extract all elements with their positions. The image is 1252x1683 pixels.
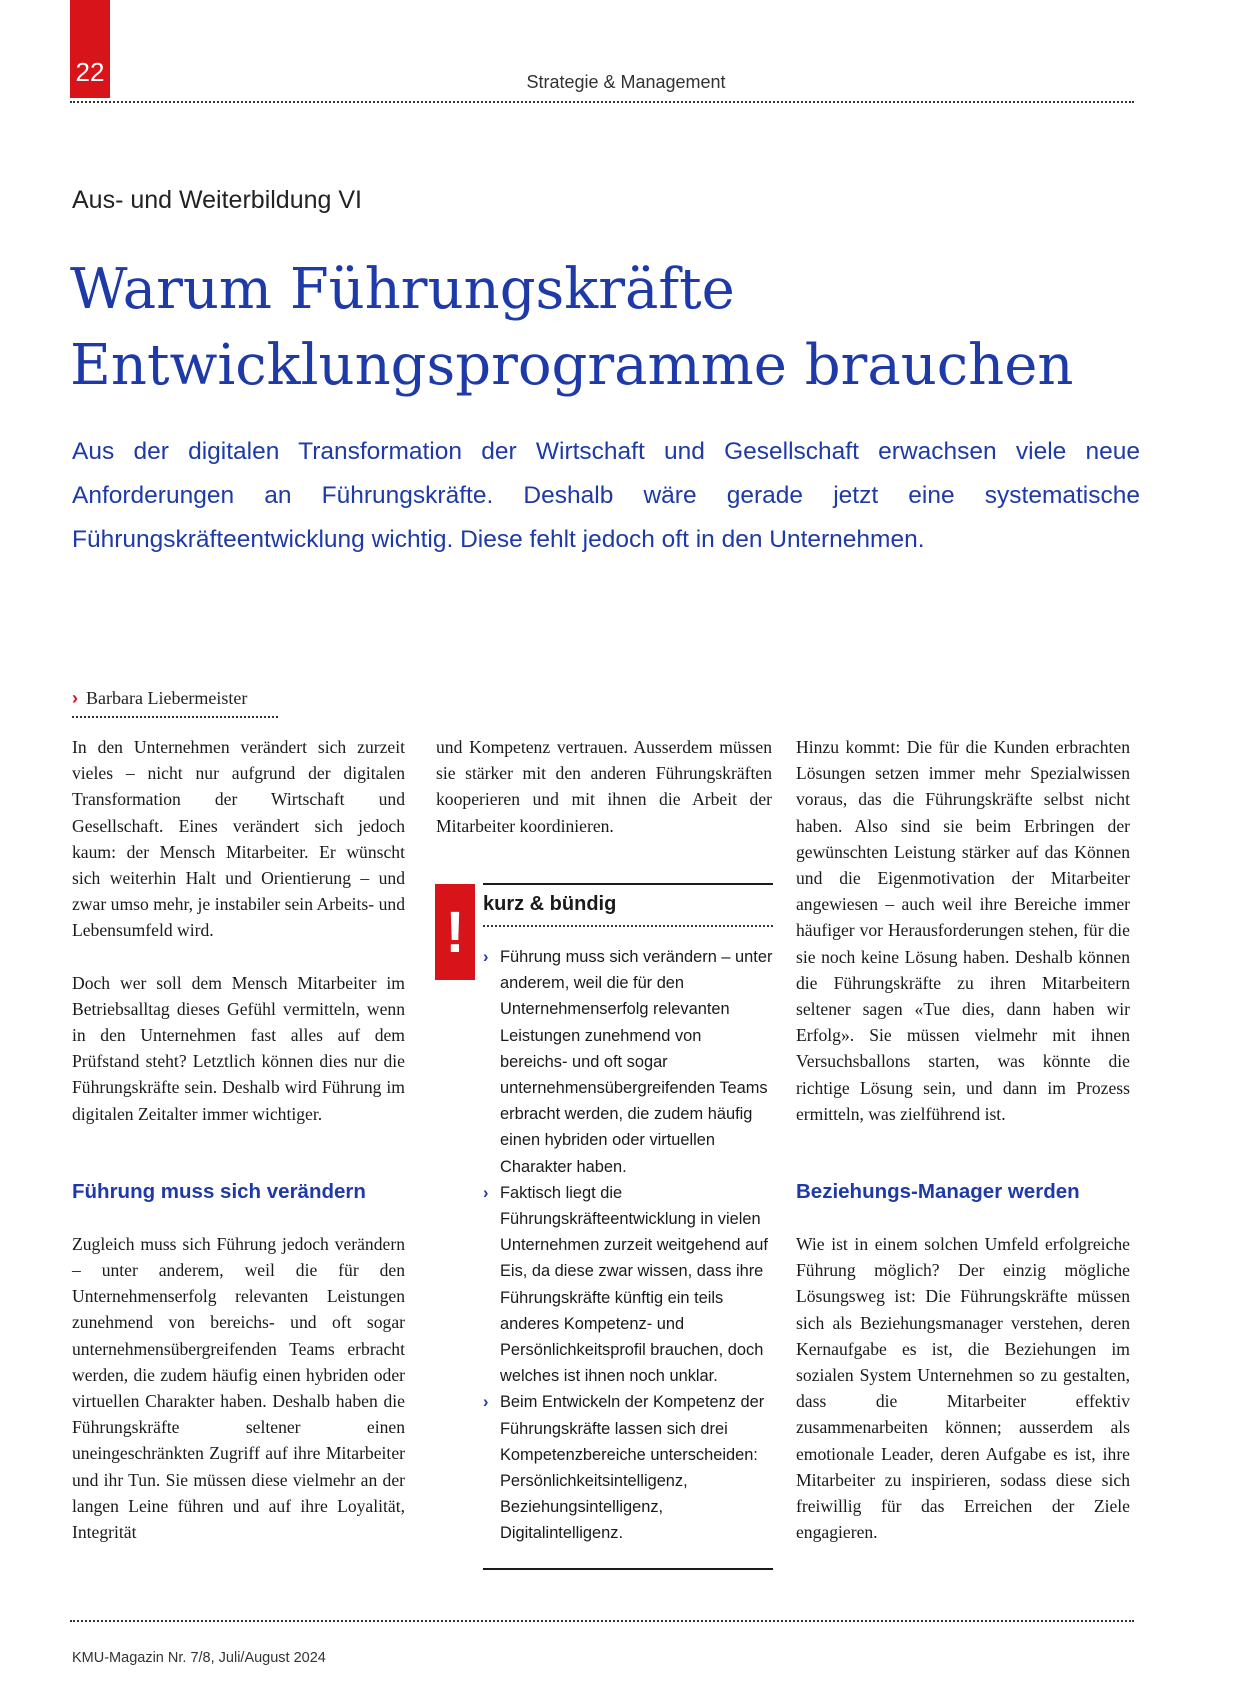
header-divider [70, 101, 1134, 103]
subheading: Beziehungs-Manager werden [796, 1180, 1080, 1204]
column-3 [796, 734, 1130, 1571]
chevron-right-icon: › [72, 688, 78, 708]
list-item: › Führung muss sich verändern – unter anderem, weil die für den Unternehmenserfolg relevanten Leistungen zunehmend von bereichs- und oft sogar unternehmensübergreifenden Teams erbracht werden, die zudem häufig einen hybriden oder virtuellen Charakter haben. [483, 944, 773, 1180]
paragraph: Hinzu kommt: Die für die Kunden erbrachten Lösungen setzen immer mehr Spezialwissen voraus, das die Führungskräfte selbst nicht haben. Also sind sie beim Erbringen der gewünschten Leistung stärker auf das Können und die Eigenmotivation der Mitarbeiter angewiesen – auch weil ihre Bereiche immer häufiger vor Herausforderungen stehen, für die sie noch keine Lösung haben. Deshalb können die Führungskräfte zu ihren Mitarbeitern seltener sagen «Tue dies, dann haben wir Erfolg». Sie müssen vielmehr mit ihnen Versuchsballons starten, was könnte die richtige Lösung sein, und dann im Prozess ermitteln, was zielführend ist. [796, 737, 1130, 1124]
paragraph: Doch wer soll dem Mensch Mitarbeiter im Betriebsalltag dieses Gefühl vermitteln, wenn in den Unternehmen fast alles auf dem Prüfstand steht? Letztlich können dies nur die Führungskräfte sein. Deshalb wird Führung im digitalen Zeitalter immer wichtiger. [72, 972, 405, 1124]
page-number: 22 [70, 0, 110, 98]
paragraph: und Kompetenz vertrauen. Ausserdem müssen sie stärker mit den anderen Führungskräften kooperieren und mit ihnen die Arbeit der Mitarbeiter koordinieren. [436, 737, 772, 836]
box-title-divider [483, 925, 773, 927]
paragraph: Zugleich muss sich Führung jedoch verändern – unter anderem, weil die für den Unternehmenserfolg relevanten Leistungen zunehmend von bereichs- und oft sogar unternehmensübergreifenden Teams erbracht werden, die zudem häufig einen hybriden oder virtuellen Charakter haben. Deshalb haben die Führungskräfte seltener einen uneingeschränkten Zugriff auf ihre Mitarbeiter und ihr Tun. Sie müssen diese vielmehr an der langen Leine führen und auf ihre Loyalität, Integrität [72, 1233, 405, 1543]
author-byline [72, 688, 247, 709]
summary-list [483, 944, 773, 1547]
title-line-2: Entwicklungsprogramme brauchen [70, 333, 1074, 398]
section-label: Strategie & Management [526, 72, 726, 92]
article-kicker: Aus- und Weiterbildung VI [72, 186, 362, 214]
article-lead: Aus der digitalen Transformation der Wirtschaft und Gesellschaft erwachsen viele neue Anforderungen an Führungskräfte. Deshalb wäre gerade jetzt eine systematische Führungskräfteentwicklung wichtig. Diese fehlt jedoch oft in den Unternehmen. [72, 438, 1140, 553]
subheading: Führung muss sich verändern [72, 1179, 366, 1203]
author-name: Barbara Liebermeister [86, 688, 248, 708]
article-title [70, 252, 1170, 404]
column-2 [436, 734, 772, 865]
column-1 [72, 734, 405, 1571]
footer-citation: KMU-Magazin Nr. 7/8, Juli/August 2024 [72, 1650, 326, 1666]
title-line-1: Warum Führungskräfte [70, 257, 735, 322]
paragraph: In den Unternehmen verändert sich zurzeit vieles – nicht nur aufgrund der digitalen Transformation der Wirtschaft und Gesellschaft. Eines verändert sich jedoch kaum: der Mensch Mitarbeiter. Er wünscht sich weiterhin Halt und Orientierung – und zwar umso mehr, je instabiler sein Arbeits- und Lebensumfeld wird. [72, 737, 405, 941]
footer-divider [70, 1620, 1134, 1622]
author-divider [72, 716, 278, 718]
box-title: kurz & bündig [483, 893, 617, 915]
chevron-right-icon: › [483, 1183, 489, 1202]
paragraph: Wie ist in einem solchen Umfeld erfolgreiche Führung möglich? Der einzig mögliche Lösungsweg ist: Die Führungskräfte müssen sich als Beziehungsmanager verstehen, deren Kernaufgabe es ist, die Beziehungen im sozialen System Unternehmen so zu gestalten, dass die Mitarbeiter effektiv zusammenarbeiten können; ausserdem als emotionale Leader, deren Aufgabe es ist, ihre Mitarbeiter zu inspirieren, sodass diese sich freiwillig für das Erreichen der Ziele engagieren. [796, 1234, 1130, 1543]
box-bottom-rule [483, 1568, 773, 1570]
box-top-rule [483, 883, 773, 885]
list-item: › Beim Entwickeln der Kompetenz der Führungskräfte lassen sich drei Kompetenzbereiche unterscheiden: Persönlichkeitsintelligenz, Beziehungsintelligenz, Digitalintelligenz. [483, 1389, 773, 1546]
list-item: › Faktisch liegt die Führungskräfteentwicklung in vielen Unternehmen zurzeit weitgehend auf Eis, da diese zwar wissen, dass ihre Führungskräfte künftig ein teils anderes Kompetenz- und Persönlichkeitsprofil brauchen, doch welches ist ihnen noch unklar. [483, 1180, 773, 1390]
exclamation-icon: ! [435, 884, 475, 980]
chevron-right-icon: › [483, 1393, 489, 1412]
chevron-right-icon: › [483, 948, 489, 966]
